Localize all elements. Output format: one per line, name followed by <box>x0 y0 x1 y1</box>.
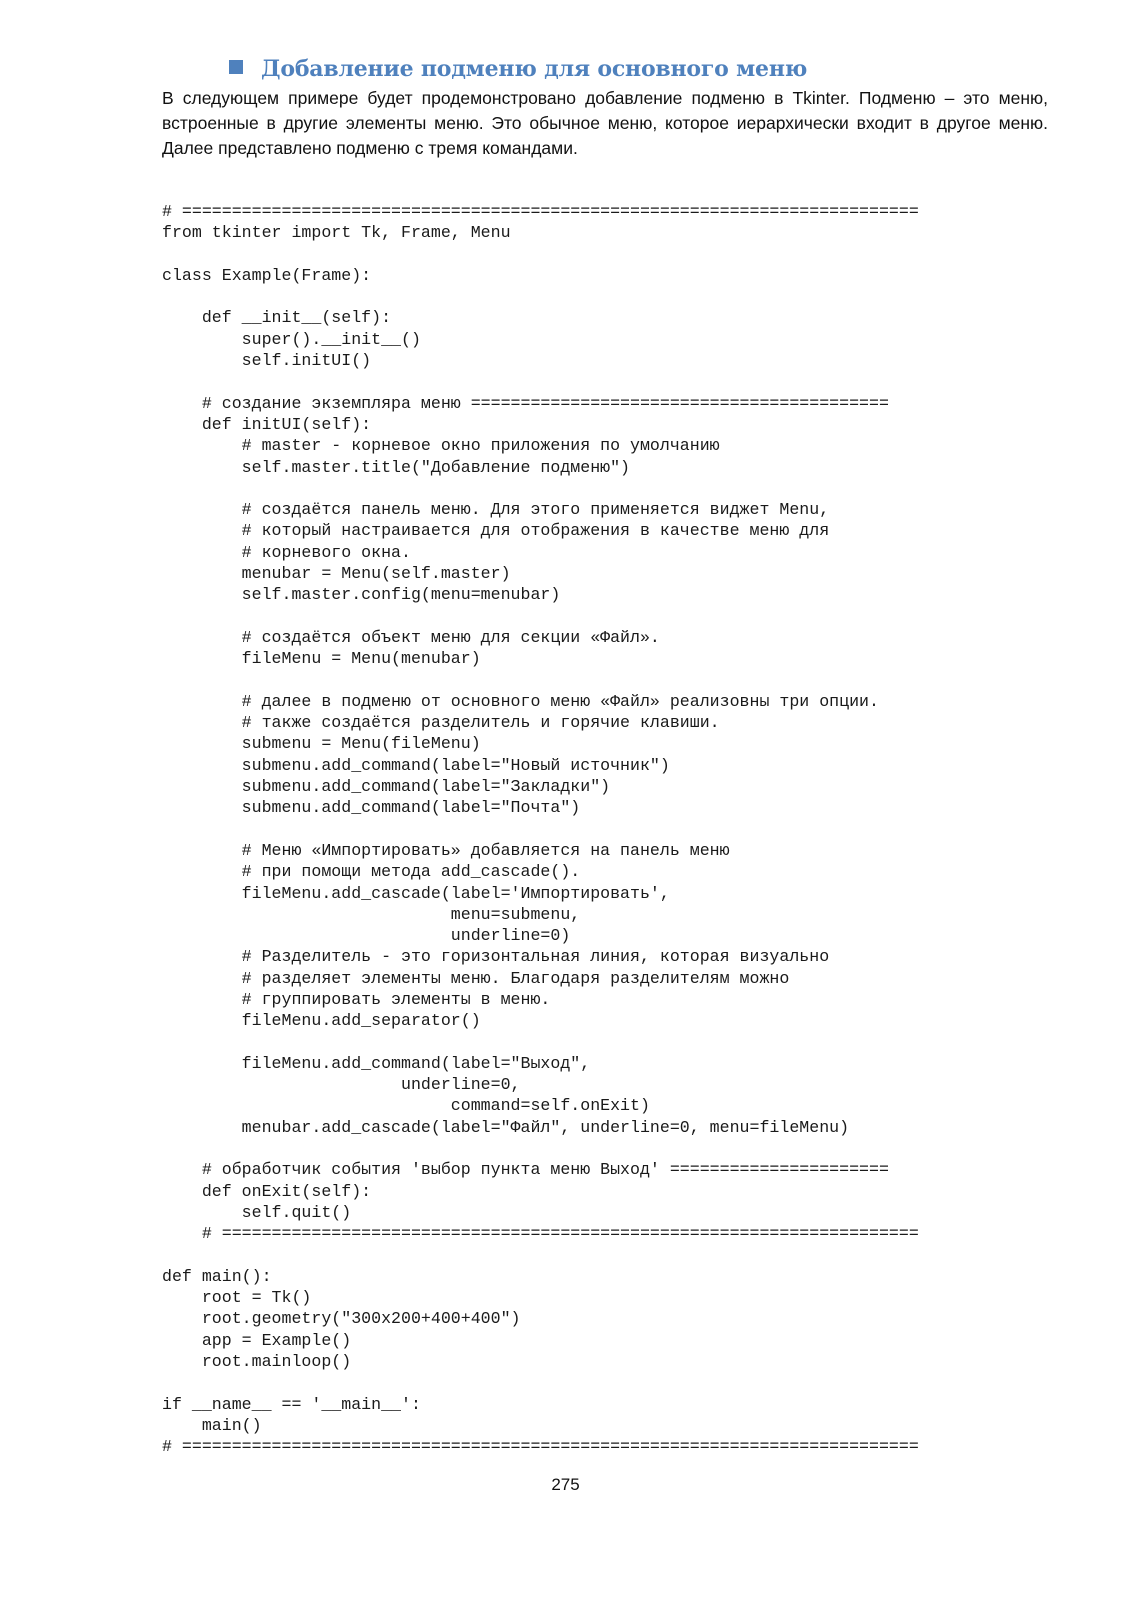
code-line: # master - корневое окно приложения по умолчанию <box>162 436 720 456</box>
code-line: submenu.add_command(label="Закладки") <box>162 777 611 797</box>
code-line: fileMenu.add_separator() <box>162 1011 481 1031</box>
code-listing <box>162 201 919 1458</box>
code-line: class Example(Frame): <box>162 265 372 285</box>
code-line: fileMenu.add_cascade(label='Импортировать', <box>162 883 670 903</box>
code-line <box>162 1032 919 1053</box>
code-line: # ====================================================================== <box>162 1224 919 1244</box>
code-line <box>162 819 919 840</box>
code-line: # корневого окна. <box>162 542 411 562</box>
code-line <box>162 478 919 499</box>
code-line: from tkinter import Tk, Frame, Menu <box>162 223 511 243</box>
code-line: underline=0) <box>162 926 571 946</box>
code-line: submenu = Menu(fileMenu) <box>162 734 481 754</box>
code-line: def __init__(self): <box>162 308 392 328</box>
code-line <box>162 244 919 265</box>
code-line: root.geometry("300x200+400+400") <box>162 1309 521 1329</box>
code-line: def onExit(self): <box>162 1181 372 1201</box>
code-line: command=self.onExit) <box>162 1096 650 1116</box>
code-line <box>162 670 919 691</box>
code-line: root = Tk() <box>162 1288 312 1308</box>
code-line: def main(): <box>162 1266 272 1286</box>
code-line: submenu.add_command(label="Новый источник") <box>162 755 670 775</box>
code-line: # создание экземпляра меню ========================================== <box>162 393 889 413</box>
section-heading-text: Добавление подменю для основного меню <box>261 56 808 82</box>
code-line: # создаётся объект меню для секции «Файл». <box>162 627 660 647</box>
square-bullet-icon <box>229 60 243 74</box>
code-line: self.master.config(menu=menubar) <box>162 585 561 605</box>
code-line: # ========================================================================== <box>162 1437 919 1457</box>
section-heading <box>229 56 807 82</box>
code-line <box>162 371 919 392</box>
code-line: # Меню «Импортировать» добавляется на панель меню <box>162 840 730 860</box>
code-line: # ========================================================================== <box>162 202 919 221</box>
page-number: 275 <box>551 1475 580 1494</box>
code-line: # разделяет элементы меню. Благодаря разделителям можно <box>162 968 790 988</box>
code-line: # создаётся панель меню. Для этого применяется виджет Menu, <box>162 500 830 520</box>
code-line: self.quit() <box>162 1202 352 1222</box>
code-line: super().__init__() <box>162 329 421 349</box>
code-line: menubar.add_cascade(label="Файл", underline=0, menu=fileMenu) <box>162 1117 850 1137</box>
code-line: # который настраивается для отображения в качестве меню для <box>162 521 830 541</box>
code-line: # группировать элементы в меню. <box>162 989 551 1009</box>
code-line: # также создаётся разделитель и горячие клавиши. <box>162 713 720 733</box>
code-line: root.mainloop() <box>162 1352 352 1372</box>
code-line: # обработчик события 'выбор пункта меню Выход' ====================== <box>162 1160 889 1180</box>
code-line: # Разделитель - это горизонтальная линия, которая визуально <box>162 947 830 967</box>
code-line: def initUI(self): <box>162 414 372 434</box>
code-line <box>162 606 919 627</box>
code-line <box>162 286 919 307</box>
code-line: fileMenu = Menu(menubar) <box>162 649 481 669</box>
code-line: submenu.add_command(label="Почта") <box>162 798 581 818</box>
code-line <box>162 1245 919 1266</box>
code-line <box>162 1138 919 1159</box>
code-line: self.initUI() <box>162 351 372 371</box>
intro-paragraph: В следующем примере будет продемонстровано добавление подменю в Tkinter. Подменю – это меню, встроенные в другие элементы меню. Это обычное меню, которое иерархически входит в другое меню. Далее представлено подменю с тремя командами. <box>162 88 1048 158</box>
code-line: # далее в подменю от основного меню «Файл» реализовны три опции. <box>162 691 879 711</box>
code-line: main() <box>162 1415 262 1435</box>
code-line: fileMenu.add_command(label="Выход", <box>162 1053 591 1073</box>
code-line: app = Example() <box>162 1330 352 1350</box>
code-line: menubar = Menu(self.master) <box>162 564 511 584</box>
code-line: # при помощи метода add_cascade(). <box>162 862 581 882</box>
code-line: underline=0, <box>162 1075 521 1095</box>
code-line: if __name__ == '__main__': <box>162 1394 421 1414</box>
code-line <box>162 1372 919 1393</box>
code-line: menu=submenu, <box>162 904 581 924</box>
code-line: self.master.title("Добавление подменю") <box>162 457 631 477</box>
